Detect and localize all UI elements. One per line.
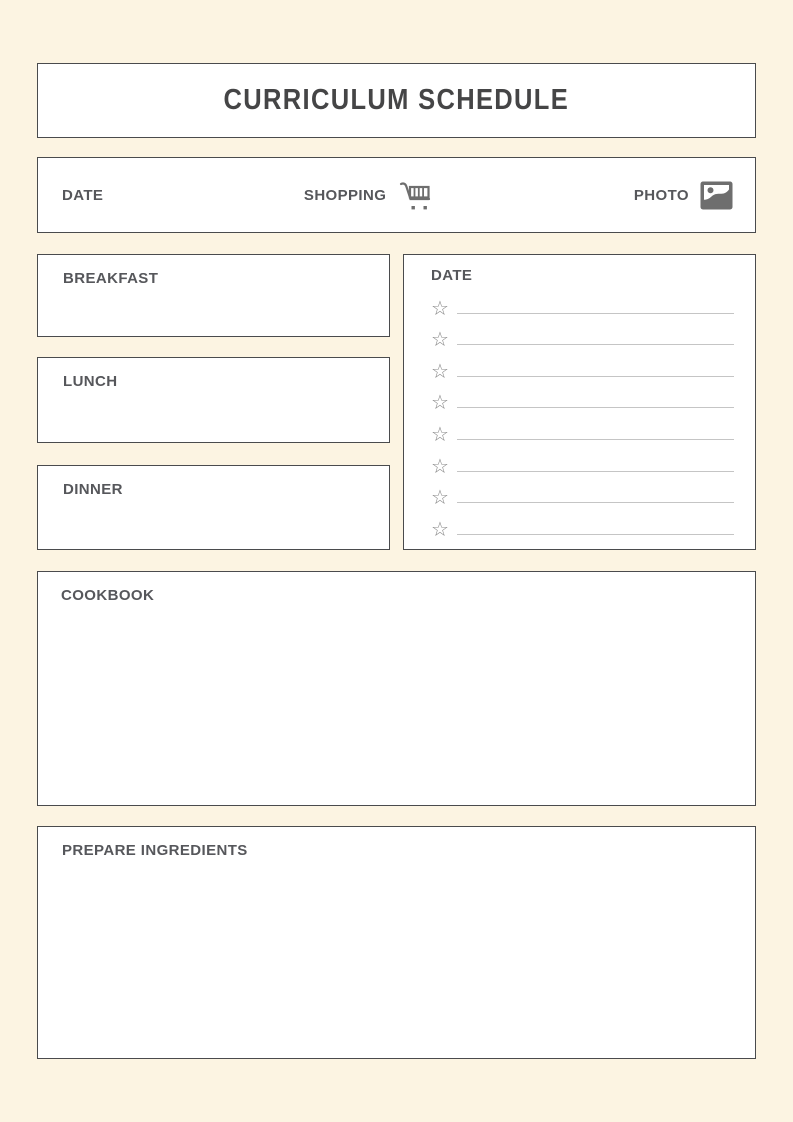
star-list-item	[431, 412, 734, 444]
shopping-field	[304, 180, 433, 211]
title-box	[37, 63, 756, 138]
info-row	[37, 157, 756, 233]
cookbook-label: COOKBOOK	[61, 587, 155, 604]
entry-line	[457, 407, 734, 408]
prepare-ingredients-label: PREPARE INGREDIENTS	[62, 842, 248, 859]
breakfast-label: BREAKFAST	[63, 270, 159, 287]
star-icon: ☆	[431, 358, 449, 383]
star-icon: ☆	[431, 295, 449, 320]
entry-line	[457, 439, 734, 440]
star-list-item	[431, 349, 734, 381]
meals-column	[37, 254, 390, 550]
photo-field	[634, 181, 733, 210]
cookbook-box	[37, 571, 756, 806]
entry-line	[457, 471, 734, 472]
prepare-ingredients-box	[37, 826, 756, 1059]
star-list-item	[431, 286, 734, 318]
entry-line	[457, 344, 734, 345]
star-icon: ☆	[431, 327, 449, 352]
star-list-item	[431, 507, 734, 539]
date-label: DATE	[62, 186, 104, 204]
page-title: CURRICULUM SCHEDULE	[223, 84, 570, 116]
dinner-box	[37, 465, 390, 550]
photo-label: PHOTO	[633, 186, 689, 204]
photo-icon	[700, 181, 733, 210]
dinner-label: DINNER	[63, 481, 123, 498]
star-list-item	[431, 381, 734, 413]
star-icon: ☆	[431, 390, 449, 415]
shopping-cart-icon	[397, 180, 433, 211]
entry-line	[457, 502, 734, 503]
star-list	[431, 286, 734, 549]
shopping-label: SHOPPING	[303, 186, 387, 204]
entry-line	[457, 376, 734, 377]
date-field	[62, 187, 103, 204]
star-list-item	[431, 318, 734, 350]
schedule-box	[403, 254, 756, 550]
columns-section	[37, 254, 756, 550]
star-icon: ☆	[431, 485, 449, 510]
star-list-item	[431, 476, 734, 508]
star-icon: ☆	[431, 421, 449, 446]
star-icon: ☆	[431, 516, 449, 541]
breakfast-box	[37, 254, 390, 337]
entry-line	[457, 534, 734, 535]
schedule-date-label: DATE	[431, 267, 473, 284]
star-list-item	[431, 444, 734, 476]
entry-line	[457, 313, 734, 314]
star-icon: ☆	[431, 453, 449, 478]
lunch-label: LUNCH	[63, 373, 118, 390]
lunch-box	[37, 357, 390, 443]
